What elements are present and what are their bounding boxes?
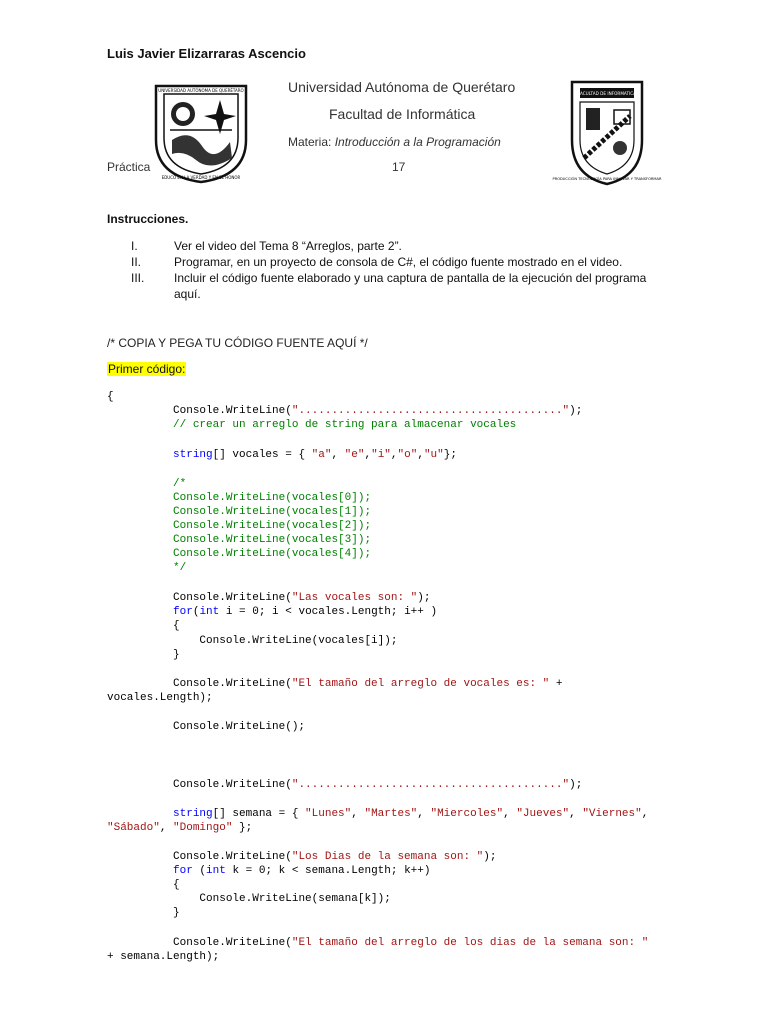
code-line: Console.WriteLine("Las vocales son: "); <box>173 592 431 604</box>
code-line: // crear un arreglo de string para almacenar vocales <box>173 419 517 431</box>
code-line: Console.WriteLine("........................................"); <box>173 779 583 791</box>
code-line: Console.WriteLine(vocales[i]); <box>199 635 398 647</box>
code-line: Console.WriteLine(semana[k]); <box>199 893 391 905</box>
faculty-seal-logo <box>552 78 662 186</box>
code-line: string[] vocales = { "a", "e","i","o","u"}; <box>173 449 457 461</box>
code-line: /* <box>173 478 187 490</box>
university-name: Universidad Autónoma de Querétaro <box>288 79 516 95</box>
code-line: Console.WriteLine(); <box>173 721 306 733</box>
code-line: Console.WriteLine(vocales[0]); <box>173 492 372 504</box>
practice-label: Práctica <box>107 160 151 174</box>
code-line: { <box>107 391 114 403</box>
first-code-label: Primer código: <box>108 362 186 376</box>
code-line: vocales.Length); <box>107 692 213 704</box>
code-line: { <box>173 879 180 891</box>
practice-number: 17 <box>392 160 406 174</box>
code-line: { <box>173 620 180 632</box>
faculty-seal-title: FACULTAD DE INFORMATICA <box>577 91 637 96</box>
instruction-text: Incluir el código fuente elaborado y una captura de pantalla de la ejecución del programa <box>174 271 647 285</box>
instruction-num: II. <box>131 255 142 269</box>
code-line: string[] semana = { "Lunes", "Martes", "Miercoles", "Jueves", "Viernes", <box>173 808 649 820</box>
code-line: for(int i = 0; i < vocales.Length; i++ ) <box>173 606 438 618</box>
code-line: Console.WriteLine(vocales[3]); <box>173 534 372 546</box>
seal-ring-text: UNIVERSIDAD AUTÓNOMA DE QUERÉTARO <box>158 88 244 93</box>
code-line: */ <box>173 562 187 574</box>
instruction-num: I. <box>131 239 138 253</box>
author-name: Luis Javier Elizarraras Ascencio <box>107 46 306 61</box>
code-line: + semana.Length); <box>107 951 220 963</box>
code-line: for (int k = 0; k < semana.Length; k++) <box>173 865 431 877</box>
code-line: } <box>173 649 180 661</box>
subject-label: Materia: <box>288 135 332 149</box>
instruction-num: III. <box>131 271 145 285</box>
code-line: Console.WriteLine("El tamaño del arreglo de vocales es: " + <box>173 678 563 690</box>
code-line: Console.WriteLine("Los Dias de la semana son: "); <box>173 851 497 863</box>
university-seal-logo <box>150 80 252 184</box>
copy-code-comment: /* COPIA Y PEGA TU CÓDIGO FUENTE AQUÍ */ <box>107 336 368 350</box>
code-line: "Sábado", "Domingo" }; <box>107 822 253 834</box>
faculty-name: Facultad de Informática <box>329 106 476 122</box>
instructions-title: Instrucciones. <box>107 212 189 226</box>
seal-motto: EDUCO EN LA VERDAD Y EN EL HONOR <box>161 175 241 180</box>
code-line: } <box>173 907 180 919</box>
code-line: Console.WriteLine("El tamaño del arreglo de los dias de la semana son: " <box>173 937 649 949</box>
code-line: Console.WriteLine(vocales[2]); <box>173 520 372 532</box>
faculty-seal-ring-text: PRODUCCIÓN TECNOLOGÍA PARA INNOVAR Y TRANSFORMAR <box>552 177 662 181</box>
code-line: Console.WriteLine(vocales[1]); <box>173 506 372 518</box>
code-line: Console.WriteLine("........................................"); <box>173 405 583 417</box>
subject-line <box>288 135 501 149</box>
code-line: Console.WriteLine(vocales[4]); <box>173 548 372 560</box>
instruction-text: Programar, en un proyecto de consola de C#, el código fuente mostrado en el video. <box>174 255 623 269</box>
instruction-text: aquí. <box>174 287 201 301</box>
subject-name: Introducción a la Programación <box>334 135 501 149</box>
instruction-text: Ver el video del Tema 8 “Arreglos, parte 2”. <box>174 239 402 253</box>
